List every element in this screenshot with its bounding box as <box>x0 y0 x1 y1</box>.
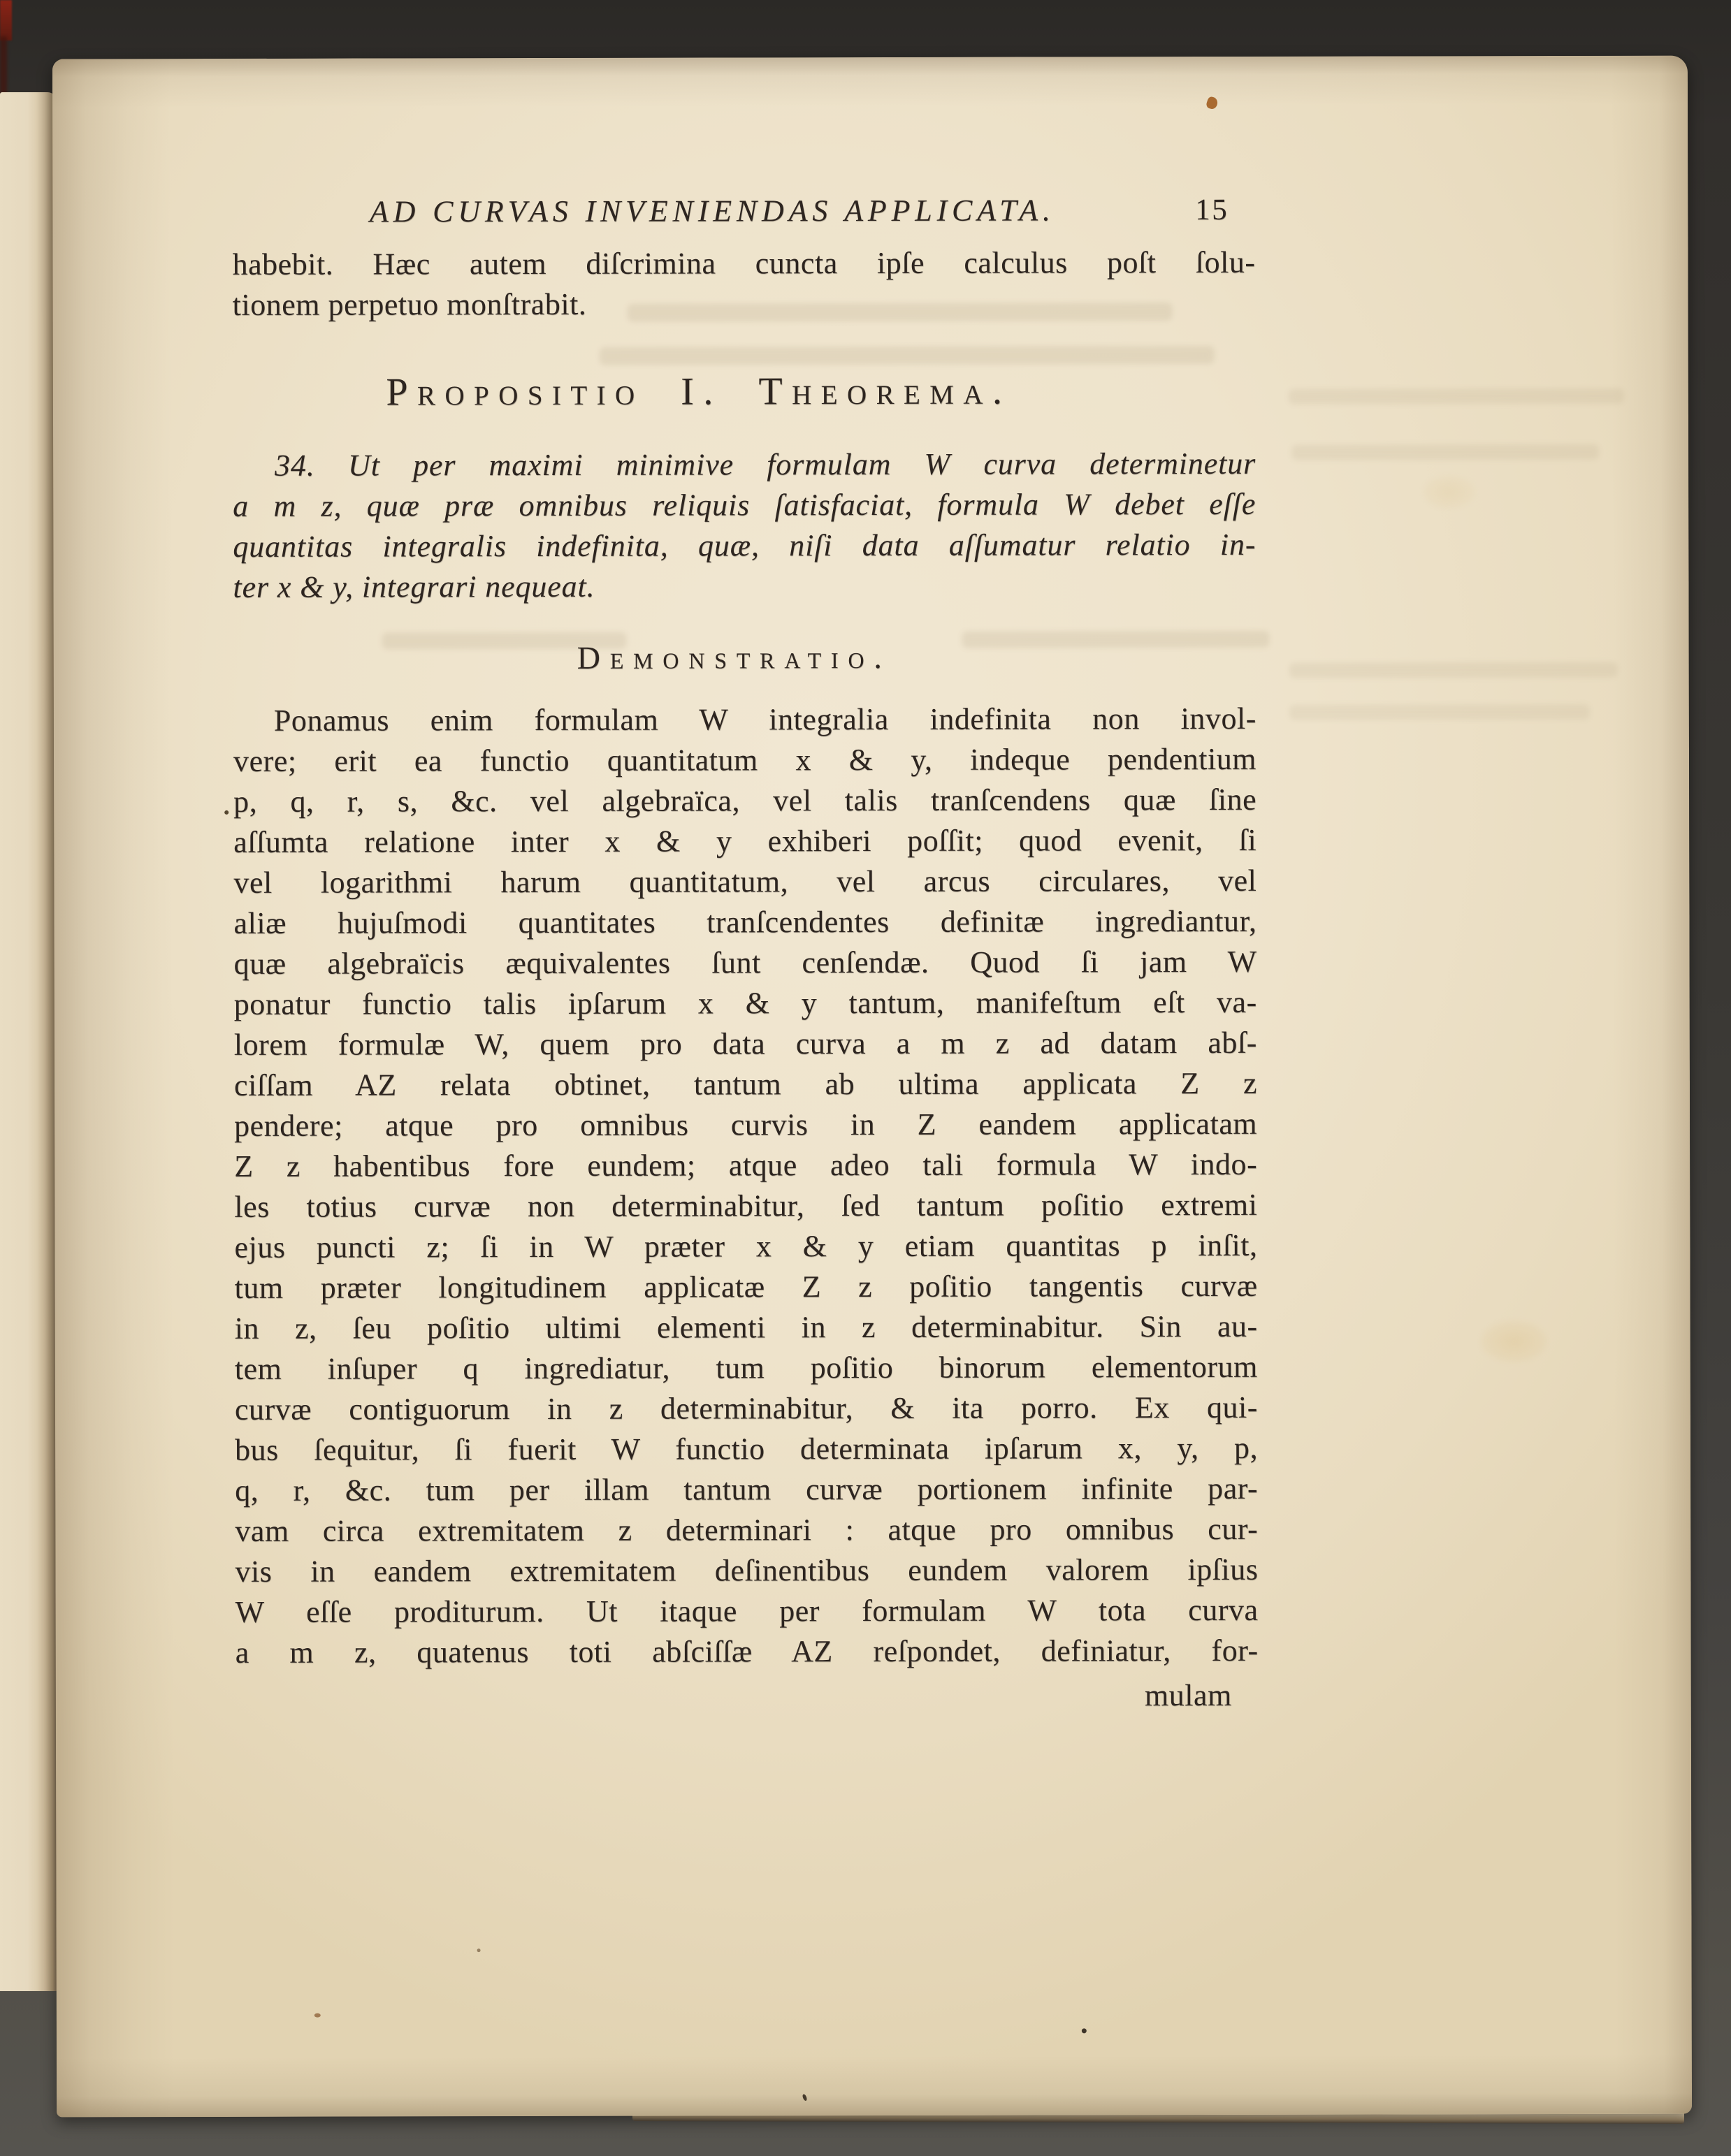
text-line: 34. Ut per maximi minimive formulam W curva determinetur <box>275 446 1256 483</box>
underlying-page-edge <box>0 92 57 1991</box>
show-through-text <box>1289 388 1624 405</box>
paper-speck <box>802 2094 807 2102</box>
paper-speck <box>1082 2028 1087 2033</box>
paper-speck <box>224 810 229 815</box>
running-title: AD CURVAS INVENIENDAS APPLICATA. <box>369 193 1055 229</box>
demonstration-heading: Demonstratio. <box>577 639 892 676</box>
text-line: tum præter longitudinem applicatæ Z z poſitio tangentis curvæ <box>234 1268 1258 1305</box>
show-through-text <box>1289 704 1590 720</box>
text-line: a m z, quatenus toti abſciſſæ AZ reſpondet, definiatur, for- <box>235 1633 1259 1670</box>
text-line: curvæ contiguorum in z determinabitur, & ita porro. Ex qui- <box>234 1390 1259 1427</box>
text-line: lorem formulæ W, quem pro data curva a m z ad datam abſ- <box>233 1025 1257 1062</box>
catchword: mulam <box>1144 1677 1232 1713</box>
paper-stain <box>1423 475 1475 509</box>
text-line: aliæ hujuſmodi quantitates tranſcendentes definitæ ingrediantur, <box>233 903 1257 940</box>
text-line: les totius curvæ non determinabitur, ſed tantum poſitio extremi <box>234 1187 1258 1224</box>
text-line: vis in eandem extremitatem deſinentibus eundem valorem ipſius <box>235 1552 1259 1589</box>
paper-stain <box>1481 1320 1547 1362</box>
text-line: vam circa extremitatem z determinari : atque pro omnibus cur- <box>235 1511 1259 1548</box>
paper-speck <box>1205 96 1219 110</box>
text-line: ponatur functio talis ipſarum x & y tantum, manifeſtum eſt va- <box>233 984 1257 1021</box>
text-line: quæ algebraïcis æquivalentes ſunt cenſendæ. Quod ſi jam W <box>233 944 1257 981</box>
book-page <box>52 56 1692 2118</box>
text-line: Ponamus enim formulam W integralia indefinita non invol- <box>273 701 1256 738</box>
text-line: a m z, quæ præ omnibus reliquis ſatisfaciat, formula W debet eſſe <box>233 486 1256 523</box>
paper-speck <box>477 1949 481 1952</box>
text-line: pendere; atque pro omnibus curvis in Z eandem applicatam <box>234 1106 1258 1143</box>
text-line: vere; erit ea functio quantitatum x & y, indeque pendentium <box>233 741 1257 778</box>
text-line: habebit. Hæc autem diſcrimina cuncta ipſe calculus poſt ſolu- <box>232 245 1256 282</box>
running-header <box>232 192 1255 231</box>
text-line: ter x & y, integrari nequeat. <box>233 569 595 604</box>
text-line: quantitas integralis indefinita, quæ, niſi data aſſumatur relatio in- <box>233 527 1256 564</box>
text-line: vel logarithmi harum quantitatum, vel arcus circulares, vel <box>233 863 1257 900</box>
text-line: W eſſe proditurum. Ut itaque per formulam W tota curva <box>235 1592 1259 1629</box>
text-line: ejus puncti z; ſi in W præter x & y etiam quantitas p inſit, <box>234 1228 1258 1265</box>
page-number: 15 <box>1195 193 1229 227</box>
text-line: bus ſequitur, ſi fuerit W functio determinata ipſarum x, y, p, <box>235 1430 1259 1467</box>
text-line: q, r, &c. tum per illam tantum curvæ portionem infinite par- <box>235 1471 1259 1508</box>
demonstration-body <box>233 699 1259 1673</box>
show-through-text <box>1291 444 1599 460</box>
text-line: ciſſam AZ relata obtinet, tantum ab ultima applicata Z z <box>233 1065 1258 1102</box>
text-line: tem inſuper q ingrediatur, tum poſitio binorum elementorum <box>234 1349 1258 1386</box>
red-edge-marker <box>0 0 12 41</box>
intro-paragraph <box>232 242 1255 326</box>
paper-speck <box>314 2013 321 2018</box>
theorem-paragraph <box>233 444 1256 608</box>
text-line: p, q, r, s, &c. vel algebraïca, vel talis tranſcendens quæ ſine <box>233 782 1257 819</box>
catchword-row <box>236 1675 1259 1718</box>
text-line: tionem perpetuo monſtrabit. <box>232 286 587 322</box>
page-content <box>232 192 1259 1718</box>
proposition-heading: Propositio I. Theorema. <box>386 369 1012 414</box>
text-line: Z z habentibus fore eundem; atque adeo tali formula W indo- <box>234 1146 1258 1183</box>
show-through-text <box>1289 662 1618 678</box>
text-line: in z, ſeu poſitio ultimi elementi in z determinabitur. Sin au- <box>234 1309 1258 1346</box>
text-line: aſſumta relatione inter x & y exhiberi poſſit; quod evenit, ſi <box>233 822 1257 859</box>
